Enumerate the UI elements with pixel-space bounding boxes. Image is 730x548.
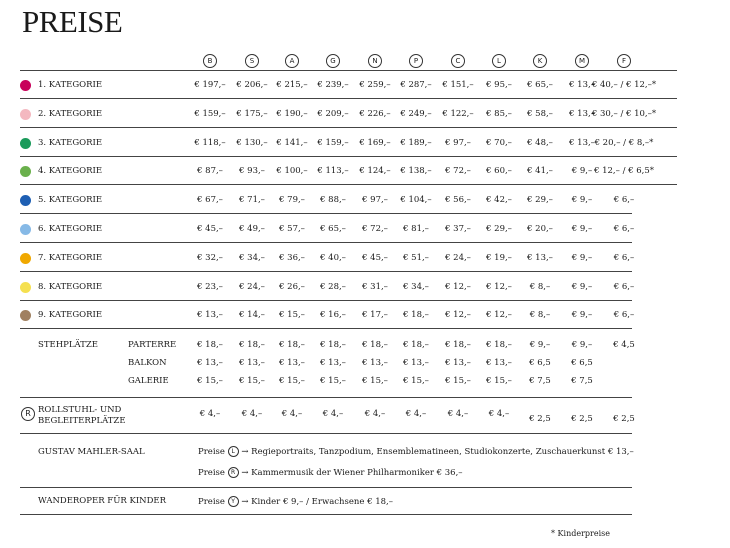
rollstuhl-price-cell: € 2,5 <box>613 414 635 424</box>
stehplatz-price-cell: € 18,– <box>486 340 512 350</box>
footnote: * Kinderpreise <box>551 529 610 538</box>
rollstuhl-label-line1: ROLLSTUHL- UND <box>38 405 122 415</box>
header-divider <box>20 70 677 71</box>
stehplatz-sublabel: GALERIE <box>128 376 169 386</box>
letter-l-icon: L <box>228 446 239 457</box>
price-cell: € 19,– <box>486 252 512 263</box>
rollstuhl-price-cell: € 2,5 <box>529 414 551 424</box>
rollstuhl-price-cell: € 4,– <box>322 409 344 419</box>
price-cell: € 175,– <box>236 108 268 119</box>
category-label: 5. KATEGORIE <box>38 195 103 206</box>
price-cell: € 28,– <box>320 281 346 292</box>
stehplatz-price-cell: € 15,– <box>362 376 388 386</box>
row-divider <box>20 213 632 214</box>
price-cell: € 24,– <box>445 252 471 263</box>
category-row <box>0 132 730 160</box>
price-cell: € 9,– <box>571 252 593 263</box>
price-cell: € 6,– <box>613 310 635 321</box>
mahler-line2-text: → Kammermusik der Wiener Philharmoniker € 36,– <box>241 468 463 478</box>
rollstuhl-price-cell: € 4,– <box>241 409 263 419</box>
stehplatz-price-cell: € 13,– <box>445 358 471 368</box>
stehplatz-price-cell: € 18,– <box>445 340 471 350</box>
category-color-dot <box>20 253 31 264</box>
column-header-k: K <box>533 54 547 68</box>
category-row <box>0 189 730 217</box>
column-header-g: G <box>326 54 340 68</box>
mahler-line1-prefix: Preise <box>198 447 225 457</box>
price-cell: € 9,– <box>571 166 593 177</box>
price-cell: € 41,– <box>527 166 553 177</box>
rollstuhl-price-cell: € 4,– <box>199 409 221 419</box>
category-color-dot <box>20 224 31 235</box>
price-cell: € 65,– <box>320 224 346 234</box>
price-cell: € 6,– <box>613 252 635 263</box>
stehplatz-price-cell: € 13,– <box>486 358 512 368</box>
price-cell: € 159,– <box>194 108 226 119</box>
stehplatz-price-cell: € 6,5 <box>529 358 551 368</box>
letter-r-icon: R <box>228 467 239 478</box>
price-cell: € 17,– <box>362 310 388 321</box>
price-cell: € 40,– <box>320 252 346 263</box>
price-cell: € 9,– <box>571 281 593 292</box>
stehplatz-price-cell: € 9,– <box>529 340 551 350</box>
stehplatz-price-cell: € 18,– <box>239 340 265 350</box>
column-header-p: P <box>409 54 423 68</box>
price-cell: € 40,– / € 12,–* <box>591 80 657 90</box>
rollstuhl-label-line2: BEGLEITERPLÄTZE <box>38 416 126 426</box>
wanderoper-line <box>198 496 393 507</box>
price-cell: € 14,– <box>239 310 265 321</box>
price-cell: € 95,– <box>486 80 512 90</box>
price-cell: € 169,– <box>359 137 391 148</box>
price-cell: € 12,– / € 6,5* <box>593 166 655 177</box>
price-cell: € 71,– <box>239 195 265 206</box>
price-cell: € 60,– <box>486 166 512 177</box>
price-cell: € 197,– <box>194 80 226 90</box>
stehplatz-price-cell: € 18,– <box>197 340 223 350</box>
price-cell: € 85,– <box>486 108 512 119</box>
category-label: 8. KATEGORIE <box>38 281 103 292</box>
category-color-dot <box>20 282 31 293</box>
price-cell: € 97,– <box>362 195 388 206</box>
mahler-line2 <box>198 467 463 478</box>
price-cell: € 67,– <box>197 195 223 206</box>
category-color-dot <box>20 310 31 321</box>
stehplatz-price-cell: € 7,5 <box>571 376 593 386</box>
stehplatz-price-cell: € 13,– <box>362 358 388 368</box>
category-color-dot <box>20 195 31 206</box>
price-cell: € 141,– <box>276 137 308 148</box>
category-color-dot <box>20 80 31 91</box>
price-cell: € 13,– <box>569 80 595 90</box>
stehplaetze-label: STEHPLÄTZE <box>38 340 98 350</box>
price-cell: € 65,– <box>527 80 553 90</box>
price-cell: € 215,– <box>276 80 308 90</box>
price-cell: € 13,– <box>569 108 595 119</box>
price-cell: € 16,– <box>320 310 346 321</box>
price-cell: € 58,– <box>527 108 553 119</box>
column-header-b: B <box>203 54 217 68</box>
price-cell: € 20,– <box>527 224 553 234</box>
row-divider <box>20 300 632 301</box>
price-cell: € 130,– <box>236 137 268 148</box>
price-cell: € 6,– <box>613 195 635 206</box>
rollstuhl-price-cell: € 4,– <box>364 409 386 419</box>
wanderoper-label: WANDEROPER FÜR KINDER <box>38 496 167 506</box>
column-header-s: S <box>245 54 259 68</box>
price-cell: € 24,– <box>239 281 265 292</box>
price-cell: € 23,– <box>197 281 223 292</box>
rollstuhl-divider <box>20 433 632 434</box>
mahler-line1 <box>198 446 634 457</box>
row-divider <box>20 156 677 157</box>
price-cell: € 97,– <box>445 137 471 148</box>
rollstuhl-price-cell: € 4,– <box>281 409 303 419</box>
price-cell: € 12,– <box>486 281 512 292</box>
price-cell: € 8,– <box>529 310 551 321</box>
price-cell: € 45,– <box>362 252 388 263</box>
price-cell: € 118,– <box>194 137 226 148</box>
rollstuhl-price-cell: € 2,5 <box>571 414 593 424</box>
category-row <box>0 247 730 275</box>
category-row <box>0 103 730 131</box>
stehplatz-price-cell: € 15,– <box>320 376 346 386</box>
stehplatz-price-cell: € 18,– <box>403 340 429 350</box>
rollstuhl-price-cell: € 4,– <box>447 409 469 419</box>
price-cell: € 81,– <box>403 224 429 234</box>
price-cell: € 13,– <box>197 310 223 321</box>
stehplatz-price-cell: € 15,– <box>197 376 223 386</box>
row-divider <box>20 328 632 329</box>
price-cell: € 48,– <box>527 137 553 148</box>
price-cell: € 190,– <box>276 108 308 119</box>
price-cell: € 87,– <box>197 166 223 177</box>
stehplatz-price-cell: € 13,– <box>197 358 223 368</box>
price-cell: € 72,– <box>362 224 388 234</box>
price-cell: € 26,– <box>279 281 305 292</box>
wanderoper-prefix: Preise <box>198 497 225 507</box>
category-label: 7. KATEGORIE <box>38 252 103 263</box>
price-cell: € 9,– <box>571 310 593 321</box>
price-cell: € 34,– <box>403 281 429 292</box>
price-cell: € 287,– <box>400 80 432 90</box>
price-cell: € 6,– <box>613 281 635 292</box>
price-cell: € 209,– <box>317 108 349 119</box>
price-cell: € 49,– <box>239 224 265 234</box>
stehplatz-price-cell: € 15,– <box>403 376 429 386</box>
price-cell: € 9,– <box>571 195 593 206</box>
price-cell: € 45,– <box>197 224 223 234</box>
column-header-c: C <box>451 54 465 68</box>
price-cell: € 51,– <box>403 252 429 263</box>
column-header-n: N <box>368 54 382 68</box>
stehplatz-sublabel: BALKON <box>128 358 167 368</box>
price-cell: € 30,– / € 10,–* <box>591 108 657 119</box>
stehplatz-price-cell: € 18,– <box>279 340 305 350</box>
price-cell: € 42,– <box>486 195 512 206</box>
category-label: 2. KATEGORIE <box>38 108 103 119</box>
stehplatz-price-cell: € 13,– <box>279 358 305 368</box>
stehplatz-price-cell: € 13,– <box>320 358 346 368</box>
mahler-label: GUSTAV MAHLER-SAAL <box>38 447 145 457</box>
stehplatz-price-cell: € 18,– <box>320 340 346 350</box>
price-cell: € 13,– <box>527 252 553 263</box>
price-cell: € 72,– <box>445 166 471 177</box>
category-label: 6. KATEGORIE <box>38 224 103 234</box>
price-cell: € 31,– <box>362 281 388 292</box>
price-cell: € 29,– <box>527 195 553 206</box>
price-cell: € 239,– <box>317 80 349 90</box>
price-cell: € 13,– <box>569 137 595 148</box>
price-cell: € 12,– <box>445 310 471 321</box>
price-cell: € 6,– <box>613 224 635 234</box>
price-cell: € 32,– <box>197 252 223 263</box>
stehplaetze-divider <box>20 397 632 398</box>
row-divider <box>20 98 677 99</box>
stehplatz-price-cell: € 15,– <box>486 376 512 386</box>
price-cell: € 36,– <box>279 252 305 263</box>
category-color-dot <box>20 109 31 120</box>
wanderoper-text: → Kinder € 9,– / Erwachsene € 18,– <box>241 497 394 507</box>
row-divider <box>20 127 677 128</box>
price-cell: € 151,– <box>442 80 474 90</box>
price-cell: € 159,– <box>317 137 349 148</box>
category-row <box>0 74 730 102</box>
stehplatz-price-cell: € 18,– <box>362 340 388 350</box>
column-header-f: F <box>617 54 631 68</box>
price-cell: € 93,– <box>239 166 265 177</box>
column-header-m: M <box>575 54 589 68</box>
price-cell: € 226,– <box>359 108 391 119</box>
stehplatz-price-cell: € 15,– <box>239 376 265 386</box>
stehplatz-price-cell: € 4,5 <box>613 340 635 350</box>
category-color-dot <box>20 166 31 177</box>
price-cell: € 37,– <box>445 224 471 234</box>
price-cell: € 15,– <box>279 310 305 321</box>
price-cell: € 189,– <box>400 137 432 148</box>
stehplatz-price-cell: € 13,– <box>403 358 429 368</box>
row-divider <box>20 184 677 185</box>
stehplatz-price-cell: € 9,– <box>571 340 593 350</box>
price-cell: € 9,– <box>571 224 593 234</box>
price-cell: € 20,– / € 8,–* <box>594 137 654 148</box>
stehplatz-price-cell: € 13,– <box>239 358 265 368</box>
wheelchair-symbol-icon: R <box>21 407 35 421</box>
category-row <box>0 160 730 188</box>
column-header-l: L <box>492 54 506 68</box>
stehplatz-sublabel: PARTERRE <box>128 340 177 350</box>
wanderoper-divider <box>20 514 632 515</box>
price-cell: € 206,– <box>236 80 268 90</box>
price-cell: € 100,– <box>276 166 308 177</box>
column-header-a: A <box>285 54 299 68</box>
page-title: PREISE <box>22 4 123 39</box>
mahler-divider <box>20 487 632 488</box>
price-cell: € 34,– <box>239 252 265 263</box>
price-cell: € 122,– <box>442 108 474 119</box>
price-cell: € 113,– <box>317 166 349 177</box>
rollstuhl-price-cell: € 4,– <box>405 409 427 419</box>
price-cell: € 70,– <box>486 137 512 148</box>
price-cell: € 259,– <box>359 80 391 90</box>
category-label: 1. KATEGORIE <box>38 80 103 90</box>
mahler-line1-text: → Regieportraits, Tanzpodium, Ensemblematineen, Studiokonzerte, Zuschauerkunst € 13,– <box>241 447 634 457</box>
stehplatz-price-cell: € 7,5 <box>529 376 551 386</box>
price-cell: € 124,– <box>359 166 391 177</box>
category-label: 4. KATEGORIE <box>38 166 103 177</box>
price-cell: € 12,– <box>445 281 471 292</box>
price-cell: € 249,– <box>400 108 432 119</box>
category-label: 3. KATEGORIE <box>38 137 103 148</box>
rollstuhl-price-cell: € 4,– <box>488 409 510 419</box>
row-divider <box>20 271 632 272</box>
letter-y-icon: Y <box>228 496 239 507</box>
row-divider <box>20 242 632 243</box>
price-cell: € 88,– <box>320 195 346 206</box>
price-cell: € 104,– <box>400 195 432 206</box>
mahler-line2-prefix: Preise <box>198 468 225 478</box>
stehplatz-price-cell: € 15,– <box>279 376 305 386</box>
stehplatz-price-cell: € 6,5 <box>571 358 593 368</box>
price-cell: € 138,– <box>400 166 432 177</box>
price-cell: € 18,– <box>403 310 429 321</box>
category-row <box>0 276 730 304</box>
category-row <box>0 304 730 332</box>
category-label: 9. KATEGORIE <box>38 310 103 321</box>
price-cell: € 12,– <box>486 310 512 321</box>
category-row <box>0 218 730 246</box>
price-cell: € 29,– <box>486 224 512 234</box>
price-cell: € 57,– <box>279 224 305 234</box>
price-cell: € 8,– <box>529 281 551 292</box>
stehplatz-price-cell: € 15,– <box>445 376 471 386</box>
category-color-dot <box>20 138 31 149</box>
price-cell: € 79,– <box>279 195 305 206</box>
price-cell: € 56,– <box>445 195 471 206</box>
